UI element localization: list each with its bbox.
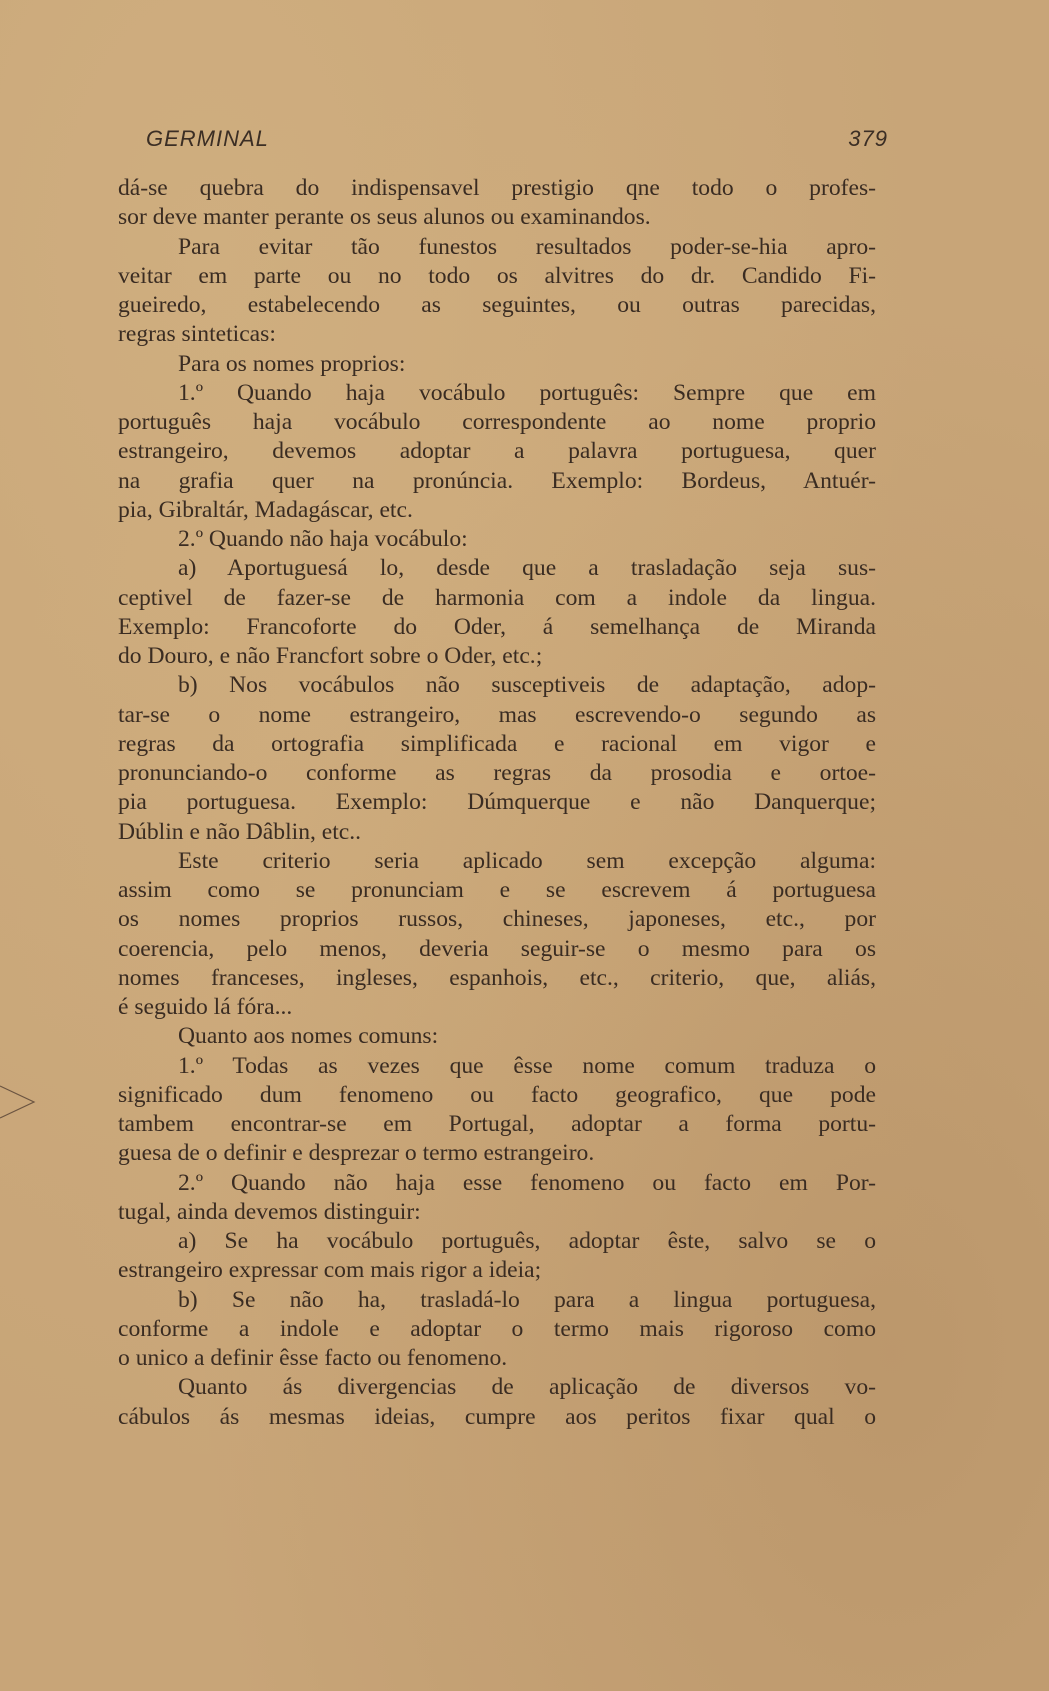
- text-line: português haja vocábulo correspondente ao nome proprio: [118, 409, 876, 435]
- text-line: b) Nos vocábulos não susceptiveis de adaptação, adop-: [178, 672, 876, 699]
- text-line: o unico a definir êsse facto ou fenomeno.: [118, 1345, 508, 1371]
- text-line: a) Aportuguesá lo, desde que a trasladação seja sus-: [178, 555, 876, 582]
- text-line: assim como se pronunciam e se escrevem á portuguesa: [118, 877, 876, 903]
- text-line: Quanto ás divergencias de aplicação de diversos vo-: [178, 1374, 876, 1401]
- text-line: Para evitar tão funestos resultados poder-se-hia apro-: [178, 233, 876, 260]
- running-header: [146, 126, 888, 162]
- text-line: Quanto aos nomes comuns:: [178, 1023, 439, 1050]
- text-line: gueiredo, estabelecendo as seguintes, ou outras parecidas,: [118, 292, 876, 318]
- text-line: pia, Gibraltár, Madagáscar, etc.: [118, 496, 413, 523]
- page-fold-mark: [0, 1080, 40, 1120]
- text-line: a) Se ha vocábulo português, adoptar êste, salvo se o: [178, 1228, 876, 1254]
- text-line: guesa de o definir e desprezar o termo estrangeiro.: [118, 1140, 595, 1167]
- text-line: estrangeiro, devemos adoptar a palavra portuguesa, quer: [118, 438, 876, 465]
- text-line: tar-se o nome estrangeiro, mas escrevendo-o segundo as: [118, 701, 876, 728]
- text-line: do Douro, e não Francfort sobre o Oder, etc.;: [118, 643, 543, 669]
- text-line: nomes franceses, ingleses, espanhois, etc., criterio, que, aliás,: [118, 964, 876, 991]
- text-line: Este criterio seria aplicado sem excepção alguma:: [178, 847, 876, 874]
- text-line: Para os nomes proprios:: [178, 350, 406, 377]
- text-line: 2.º Quando não haja vocábulo:: [178, 526, 468, 552]
- page-number: 379: [848, 126, 888, 151]
- text-line: 1.º Quando haja vocábulo português: Sempre que em: [178, 379, 876, 406]
- text-line: Dúblin e não Dâblin, etc..: [118, 818, 362, 845]
- text-line: regras sinteticas:: [118, 321, 276, 348]
- text-line: 1.º Todas as vezes que êsse nome comum traduza o: [178, 1052, 876, 1079]
- text-line: os nomes proprios russos, chineses, japoneses, etc., por: [118, 906, 876, 933]
- text-line: na grafia quer na pronúncia. Exemplo: Bordeus, Antuér-: [118, 467, 876, 494]
- text-line: b) Se não ha, trasladá-lo para a lingua portuguesa,: [178, 1286, 876, 1313]
- text-line: 2.º Quando não haja esse fenomeno ou facto em Por-: [178, 1169, 876, 1196]
- running-title: GERMINAL: [146, 126, 269, 151]
- text-line: tugal, ainda devemos distinguir:: [118, 1198, 421, 1225]
- text-line: sor deve manter perante os seus alunos ou examinandos.: [118, 204, 651, 231]
- text-line: pronunciando-o conforme as regras da prosodia e ortoe-: [118, 760, 876, 786]
- text-line: ceptivel de fazer-se de harmonia com a indole da lingua.: [118, 584, 876, 611]
- text-line: tambem encontrar-se em Portugal, adoptar a forma portu-: [118, 1111, 876, 1137]
- body-text: [118, 174, 876, 1432]
- text-line: significado dum fenomeno ou facto geografico, que pode: [118, 1081, 876, 1108]
- text-line: cábulos ás mesmas ideias, cumpre aos peritos fixar qual o: [118, 1403, 876, 1430]
- text-line: regras da ortografia simplificada e racional em vigor e: [118, 730, 876, 757]
- text-line: Exemplo: Francoforte do Oder, á semelhança de Miranda: [118, 613, 876, 640]
- text-line: é seguido lá fóra...: [118, 994, 293, 1020]
- text-line: conforme a indole e adoptar o termo mais rigoroso como: [118, 1315, 876, 1342]
- text-line: veitar em parte ou no todo os alvitres do dr. Candido Fi-: [118, 262, 876, 289]
- text-line: estrangeiro expressar com mais rigor a ideia;: [118, 1257, 542, 1284]
- text-line: coerencia, pelo menos, deveria seguir-se o mesmo para os: [118, 935, 876, 962]
- text-line: pia portuguesa. Exemplo: Dúmquerque e não Danquerque;: [118, 789, 876, 816]
- text-line: dá-se quebra do indispensavel prestigio qne todo o profes-: [118, 175, 876, 201]
